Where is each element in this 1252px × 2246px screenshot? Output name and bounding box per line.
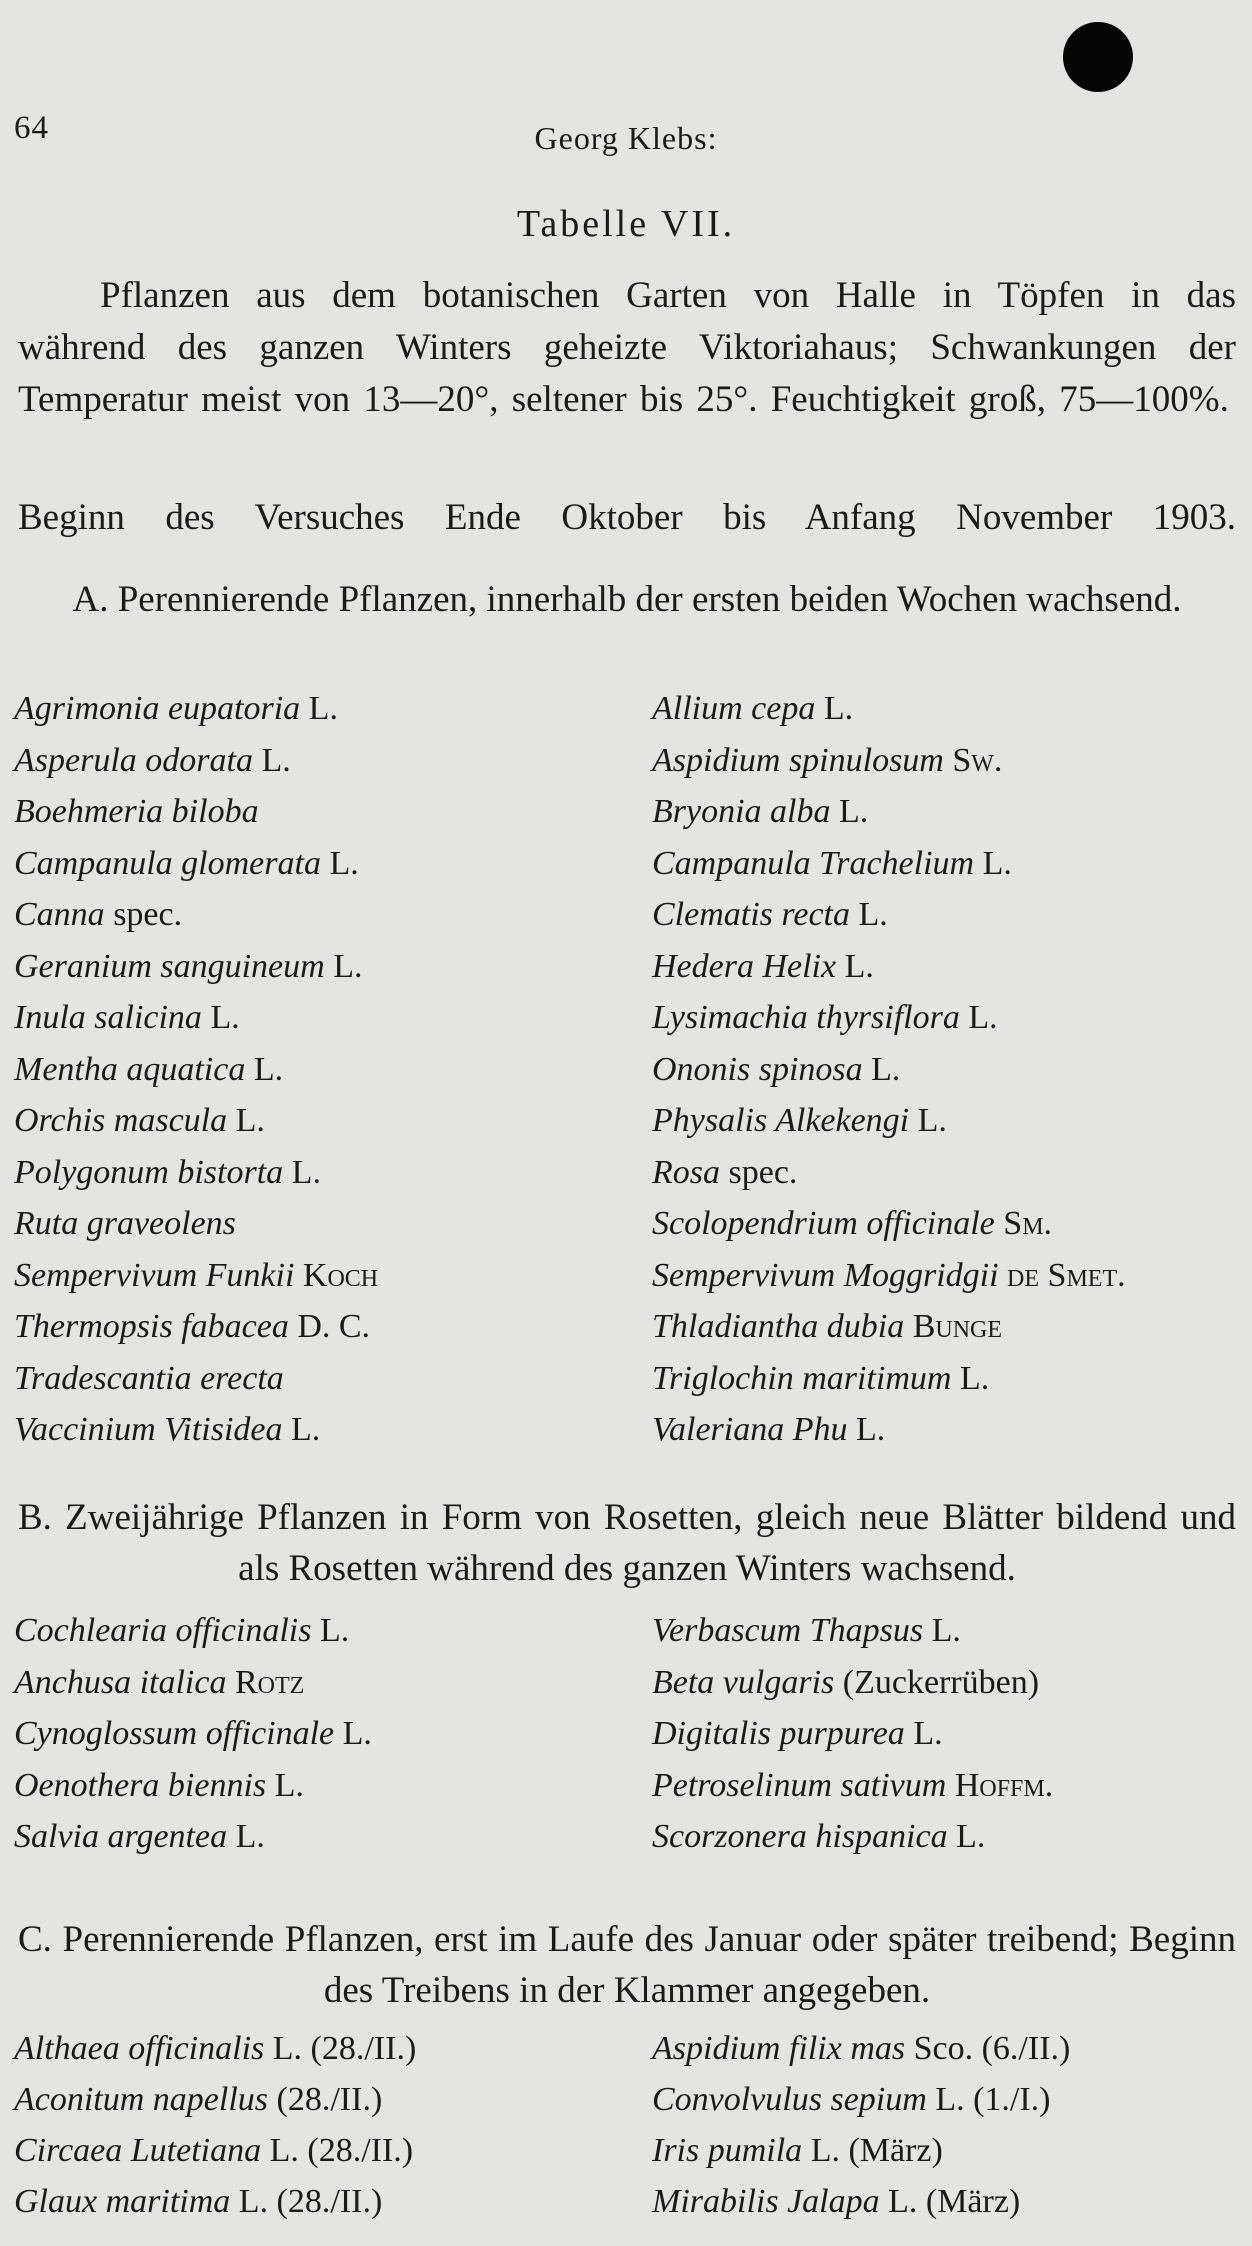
species-entry [14, 1664, 634, 1702]
species-entry [652, 845, 1252, 883]
species-name: Boehmeria biloba [14, 793, 259, 830]
species-entry [14, 999, 634, 1037]
species-author: L. [235, 1102, 265, 1139]
species-name: Asperula odorata [14, 741, 253, 779]
species-author: L. [917, 1102, 947, 1139]
species-name: Geranium sanguineum [14, 947, 325, 985]
species-author: Sm. [1003, 1205, 1053, 1242]
species-name: Iris pumila [652, 2132, 803, 2169]
species-entry [652, 999, 1252, 1037]
species-entry [14, 1767, 634, 1805]
species-entry [652, 1664, 1252, 1702]
species-author: L. (1./I.) [935, 2081, 1051, 2118]
species-entry [652, 896, 1252, 934]
species-name: Inula salicina [14, 999, 202, 1036]
species-entry [14, 742, 634, 780]
page-number: 64 [14, 110, 49, 146]
species-author: L. [982, 844, 1012, 882]
species-author: L. [210, 999, 240, 1036]
species-author: L. [261, 741, 291, 779]
species-name: Campanula glomerata [14, 844, 321, 882]
species-name: Salvia argentea [14, 1818, 228, 1855]
species-author: L. (28./II.) [272, 2030, 417, 2067]
species-entry [652, 1154, 1252, 1192]
species-entry [14, 948, 634, 986]
species-name: Thladiantha dubia [652, 1308, 905, 1345]
species-author: L. [329, 844, 359, 882]
species-name: Campanula Trachelium [652, 844, 975, 882]
species-name: Oenothera biennis [14, 1766, 267, 1804]
species-name: Circaea Lutetiana [14, 2132, 262, 2169]
species-author: D. C. [297, 1308, 371, 1345]
species-author: L. [956, 1818, 986, 1855]
species-entry [14, 2081, 634, 2119]
species-name: Tradescantia erecta [14, 1359, 284, 1397]
species-author: L. [913, 1715, 943, 1752]
species-name: Ononis spinosa [652, 1050, 863, 1088]
ink-blot [1063, 22, 1133, 92]
species-author: L. [838, 793, 869, 830]
species-author: Sco. (6./II.) [913, 2030, 1071, 2067]
species-name: Cynoglossum officinale [14, 1715, 335, 1752]
species-entry [652, 793, 1252, 831]
species-entry [14, 845, 634, 883]
species-author: Bunge [912, 1308, 1003, 1345]
species-entry [14, 1612, 634, 1650]
species-entry [14, 1154, 634, 1192]
species-entry [652, 2132, 1252, 2170]
species-author: L. [855, 1411, 886, 1448]
running-head: Georg Klebs: [534, 120, 718, 156]
species-name: Lysimachia thyrsiflora [652, 999, 960, 1036]
species-author: L. [968, 999, 998, 1036]
species-name: Agrimonia eupatoria [14, 690, 301, 727]
species-entry [652, 742, 1252, 780]
species-author: L. [291, 1153, 321, 1191]
species-entry [14, 2030, 634, 2068]
species-author: de Smet. [1007, 1256, 1126, 1294]
species-entry [14, 1715, 634, 1753]
species-entry [652, 1360, 1252, 1398]
species-name: Aconitum napellus [14, 2081, 269, 2118]
species-author: L. [235, 1818, 265, 1855]
species-entry [14, 690, 634, 728]
experiment-start: Beginn des Versuches Ende Oktober bis Anfang November 1903. [18, 497, 1236, 538]
species-entry [652, 1102, 1252, 1140]
species-entry [652, 1715, 1252, 1753]
species-entry [14, 1102, 634, 1140]
table-title: Tabelle VII. [516, 203, 736, 245]
species-name: Scolopendrium officinale [652, 1205, 995, 1242]
species-author: L. [308, 690, 338, 727]
intro-paragraph: Pflanzen aus dem botanischen Garten von Halle in Töpfen in das während des ganzen Winters geheizte Viktoriahaus; Schwankungen der Temperatur meist von 13—20°, seltener bis 25°. Feuchtigkeit groß, 75—100%. [18, 275, 1236, 420]
species-entry [652, 690, 1252, 728]
species-entry [14, 896, 634, 934]
species-entry [652, 948, 1252, 986]
species-name: Clematis recta [652, 896, 850, 933]
species-author: Sw. [952, 741, 1003, 779]
species-name: Sempervivum Moggridgii [652, 1256, 999, 1294]
species-name: Glaux maritima [14, 2183, 231, 2220]
species-entry [652, 1257, 1252, 1295]
species-entry [14, 1818, 634, 1856]
species-author: Hoffm. [954, 1766, 1054, 1804]
section-c-heading: C. Perennierende Pflanzen, erst im Laufe des Januar oder später treibend; Beginn des Treibens in der Klammer angegeben. [18, 1919, 1236, 2011]
species-entry [14, 1411, 634, 1449]
species-author: L. [959, 1359, 990, 1397]
species-name: Aspidium filix mas [652, 2030, 906, 2067]
species-author: L. (März) [888, 2183, 1021, 2220]
species-name: Petroselinum sativum [652, 1766, 947, 1804]
species-author: L. [844, 947, 874, 985]
species-entry [652, 2081, 1252, 2119]
section-a-heading: A. Perennierende Pflanzen, innerhalb der ersten beiden Wochen wachsend. [72, 579, 1182, 620]
species-name: Althaea officinalis [14, 2030, 265, 2067]
species-name: Scorzonera hispanica [652, 1818, 948, 1855]
species-entry [652, 1818, 1252, 1856]
species-name: Orchis mascula [14, 1102, 228, 1139]
species-name: Anchusa italica [14, 1663, 227, 1701]
species-entry [652, 1411, 1252, 1449]
species-entry [14, 793, 634, 831]
species-name: Convolvulus sepium [652, 2081, 927, 2118]
species-author: L. [253, 1050, 284, 1088]
species-entry [652, 1308, 1252, 1346]
species-author: L. (28./II.) [238, 2183, 383, 2220]
species-entry [14, 1051, 634, 1089]
species-author: L. [871, 1050, 901, 1088]
species-author: L. [274, 1766, 304, 1804]
species-author: Rotz [234, 1663, 305, 1701]
species-author: L. [333, 947, 363, 985]
species-name: Thermopsis fabacea [14, 1308, 289, 1345]
species-name: Mirabilis Jalapa [652, 2183, 880, 2220]
species-name: Allium cepa [652, 690, 816, 727]
species-author: L. [342, 1715, 372, 1752]
species-name: Verbascum Thapsus [652, 1612, 924, 1649]
species-entry [14, 1308, 634, 1346]
species-author: Koch [302, 1256, 379, 1294]
species-name: Sempervivum Funkii [14, 1256, 295, 1294]
species-name: Digitalis purpurea [652, 1715, 905, 1752]
species-name: Aspidium spinulosum [652, 741, 944, 779]
species-name: Bryonia alba [652, 793, 831, 830]
species-name: Triglochin maritimum [652, 1359, 952, 1397]
species-author: L. (März) [810, 2132, 943, 2169]
species-author: spec. [728, 1153, 798, 1191]
species-author: L. [858, 896, 888, 933]
species-entry [14, 1257, 634, 1295]
species-name: Physalis Alkekengi [652, 1102, 910, 1139]
species-entry [14, 1205, 634, 1243]
species-author: L. [931, 1612, 961, 1649]
species-name: Canna [14, 896, 105, 933]
species-entry [14, 1360, 634, 1398]
species-name: Valeriana Phu [652, 1411, 848, 1448]
species-entry [652, 1767, 1252, 1805]
species-name: Rosa [652, 1153, 720, 1191]
species-entry [652, 1612, 1252, 1650]
species-entry [14, 2183, 634, 2221]
species-entry [652, 1051, 1252, 1089]
species-name: Cochlearia officinalis [14, 1612, 312, 1649]
species-author: L. [290, 1411, 321, 1448]
species-entry [652, 2183, 1252, 2221]
species-author: (28./II.) [276, 2081, 383, 2118]
species-author: L. [319, 1612, 350, 1649]
species-entry [652, 1205, 1252, 1243]
species-name: Vaccinium Vitisidea [14, 1411, 283, 1448]
species-name: Beta vulgaris [652, 1663, 835, 1701]
species-author: L. (28./II.) [269, 2132, 414, 2169]
species-name: Hedera Helix [652, 947, 837, 985]
species-entry [652, 2030, 1252, 2068]
species-entry [14, 2132, 634, 2170]
species-author: (Zuckerrüben) [842, 1663, 1040, 1701]
species-author: spec. [113, 896, 183, 933]
section-b-heading: B. Zweijährige Pflanzen in Form von Rosetten, gleich neue Blätter bildend und als Rosetten während des ganzen Winters wachsend. [18, 1497, 1236, 1589]
species-name: Polygonum bistorta [14, 1153, 284, 1191]
species-author: L. [823, 690, 854, 727]
species-name: Mentha aquatica [14, 1050, 246, 1088]
species-name: Ruta graveolens [14, 1205, 236, 1242]
